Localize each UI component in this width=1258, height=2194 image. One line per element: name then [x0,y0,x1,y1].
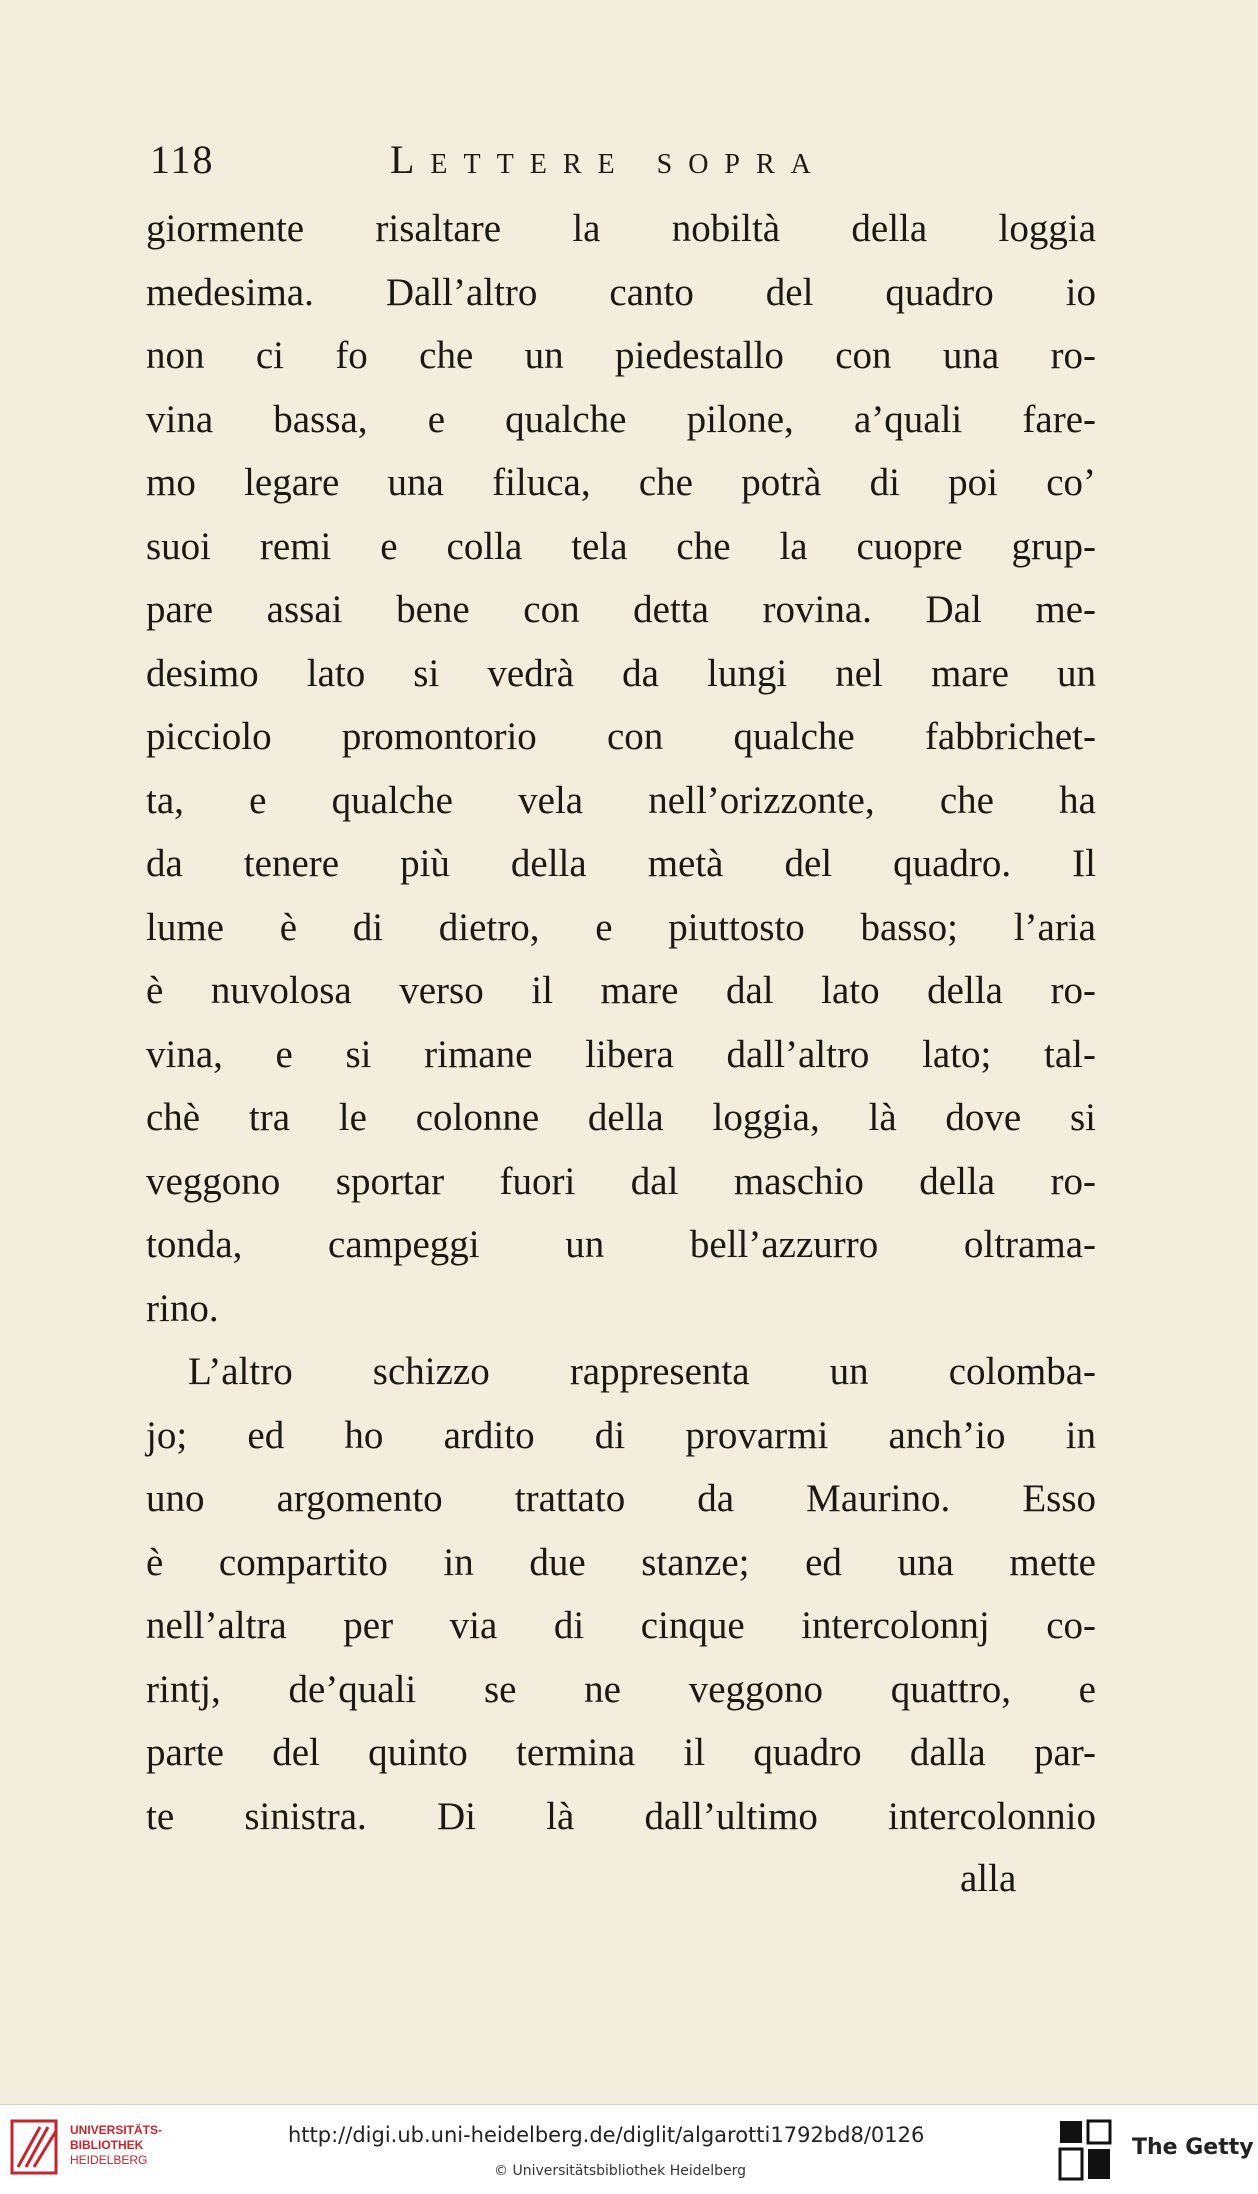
copyright-notice: © Universitätsbibliothek Heidelberg [494,2163,747,2179]
text-line: medesima. Dall’altro canto del quadro io [146,270,1096,314]
text-line: è compartito in due stanze; ed una mette [146,1540,1096,1584]
text-line: veggono sportar fuori dal maschio della ro- [146,1159,1096,1203]
text-line: giormente risaltare la nobiltà della loggia [146,207,1096,250]
library-name-line1: UNIVERSITÄTS- [70,2123,163,2137]
text-line: pare assai bene con detta rovina. Dal me- [146,588,1096,631]
body-text [146,197,1096,1848]
library-name-line3: HEIDELBERG [70,2153,148,2167]
text-line: rintj, de’quali se ne veggono quattro, e [146,1667,1096,1711]
text-line: uno argomento trattato da Maurino. Esso [146,1477,1096,1520]
library-name [70,2123,162,2168]
text-line: jo; ed ho ardito di provarmi anch’io in [146,1413,1096,1457]
page-header [150,128,1096,188]
text-line: da tenere più della metà del quadro. Il [146,842,1096,885]
text-line: suoi remi e colla tela che la cuopre grup- [146,524,1096,568]
text-line: rino. [146,1286,219,1330]
page-number: 118 [150,137,215,182]
source-url-link[interactable]: http://digi.ub.uni-heidelberg.de/diglit/algarotti1792bd8/0126 [288,2123,925,2147]
running-head: Lettere sopra [390,137,827,182]
text-line: chè tra le colonne della loggia, là dove si [146,1096,1096,1139]
text-line: vina bassa, e qualche pilone, a’quali fare- [146,397,1096,441]
library-name-line2: BIBLIOTHEK [70,2138,144,2152]
text-line: picciolo promontorio con qualche fabbrichet- [146,715,1096,758]
text-line: è nuvolosa verso il mare dal lato della ro- [146,969,1096,1012]
text-line: tonda, campeggi un bell’azzurro oltrama- [146,1223,1096,1266]
university-library-logo-icon [10,2117,66,2177]
text-line: parte del quinto termina il quadro dalla par- [146,1731,1096,1774]
footer-bar [0,2104,1258,2194]
text-line: desimo lato si vedrà da lungi nel mare un [146,651,1096,695]
getty-logo-icon [1058,2119,1116,2183]
text-line: nell’altra per via di cinque intercolonnj co- [146,1604,1096,1647]
text-line: non ci fo che un piedestallo con una ro- [146,334,1096,377]
text-line: vina, e si rimane libera dall’altro lato; tal- [146,1032,1096,1076]
text-line: mo legare una filuca, che potrà di poi co’ [146,461,1096,504]
text-line: lume è di dietro, e piuttosto basso; l’aria [146,905,1096,949]
text-line: ta, e qualche vela nell’orizzonte, che ha [146,778,1096,822]
paragraph-start-line: L’altro schizzo rappresenta un colomba- [188,1350,1096,1393]
text-line: te sinistra. Di là dall’ultimo intercolonnio [146,1794,1096,1838]
partner-name: The Getty [1132,2135,1254,2160]
catchword: alla [960,1857,1017,1900]
